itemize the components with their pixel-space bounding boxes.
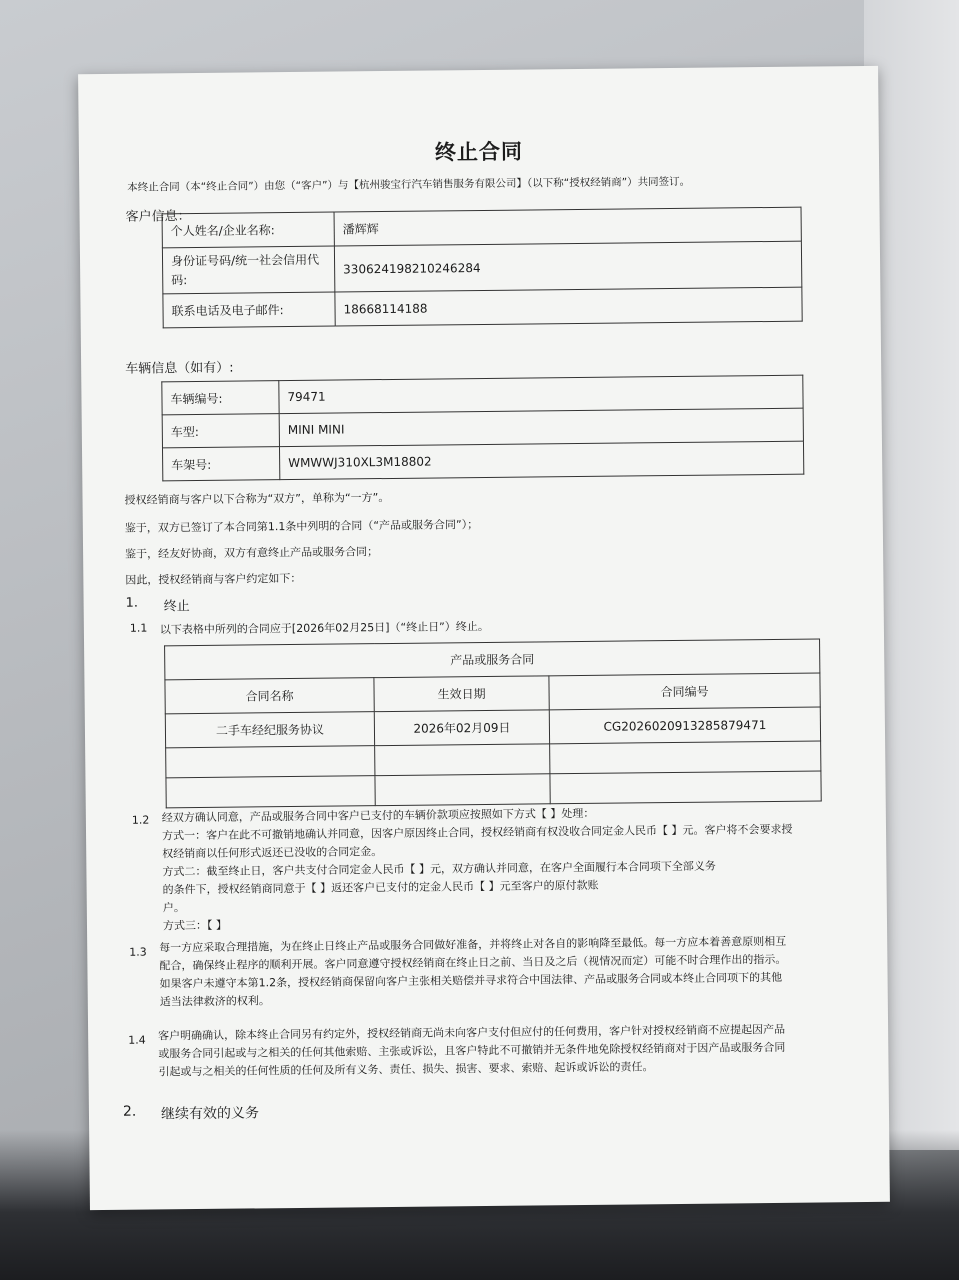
- vehicle-row: [162, 441, 803, 481]
- table-cell: 2026年02月09日: [374, 710, 549, 746]
- clause-1-1-text: 以下表格中所列的合同应于[2026年02月25日]（“终止日”）终止。: [159, 619, 489, 637]
- vehicle-section-title: 车辆信息（如有）:: [125, 360, 234, 377]
- customer-value: 330624198210246284: [334, 241, 801, 292]
- whereas-paragraph-2: 鉴于，经友好协商，双方有意终止产品或服务合同；: [125, 545, 379, 561]
- customer-value: 潘辉辉: [334, 207, 801, 246]
- clause-line: 客户明确确认，除本终止合同另有约定外，授权经销商无尚未向客户支付但应付的任何费用，客户针对授权经销商不应提起因产品: [158, 1022, 786, 1043]
- clause-line: 方式一：客户在此不可撤销地确认并同意，因客户原因终止合同，授权经销商有权没收合同定金人民币【 】元。客户将不会要求授: [161, 822, 793, 843]
- clause-line: 的条件下，授权经销商同意于【 】返还客户已支付的定金人民币【 】元至客户的原付款账: [162, 878, 599, 897]
- clause-line: 经双方确认同意，产品或服务合同中客户已支付的车辆价款项应按照如下方式【 】处理：: [161, 806, 595, 825]
- section-2-title: 继续有效的义务: [160, 1105, 260, 1123]
- vehicle-value: WMWWJ310XL3M18802: [279, 441, 803, 479]
- vehicle-label: 车架号:: [162, 447, 279, 481]
- therefore-paragraph: 因此，授权经销商与客户约定如下：: [125, 571, 302, 587]
- clause-line: 户。: [162, 901, 185, 915]
- clause-line: 引起或与之相关的任何性质的任何及所有义务、责任、损失、损害、要求、索赔、起诉或诉讼的责任。: [158, 1060, 654, 1079]
- clause-1-1-number: 1.1: [129, 621, 148, 635]
- vehicle-value: MINI MINI: [279, 408, 803, 446]
- table-header-cell: 合同编号: [549, 673, 820, 710]
- clause-1-3-number: 1.3: [129, 945, 147, 959]
- vehicle-label: 车型:: [162, 414, 279, 448]
- vehicle-info-table: [161, 375, 804, 482]
- table-cell: CG202602091328587​9471: [549, 707, 820, 744]
- clause-line: 或服务合同引起或与之相关的任何其他索赔、主张或诉讼，且客户特此不可撤销并无条件地免除授权经销商对于因产品或服务合同: [158, 1040, 786, 1061]
- customer-label: 身份证号码/统一社会信用代码:: [162, 246, 334, 294]
- section-2-number: 2.: [122, 1103, 137, 1120]
- clause-1-2-number: 1.2: [131, 813, 150, 827]
- document-title: 终止合同: [434, 139, 524, 165]
- table-cell: 二手车经纪服务协议: [165, 712, 374, 748]
- clause-line: 每一方应采取合理措施，为在终止日终止产品或服务合同做好准备，并将终止对各自的影响降至最低。每一方应本着善意原则相互: [159, 934, 787, 955]
- vehicle-label: 车辆编号:: [162, 381, 279, 415]
- clause-line: 方式二：截至终止日，客户共支付合同定金人民币【 】元，双方确认并同意，在客户全面履行本合同项下全部义务: [162, 859, 716, 879]
- clause-line: 适当法律救济的权利。: [159, 994, 270, 1009]
- table-header-cell: 生效日期: [374, 676, 549, 712]
- table-row-empty: [166, 771, 821, 808]
- customer-label: 个人姓名/企业名称:: [162, 212, 334, 248]
- vehicle-value: 79471: [279, 375, 803, 413]
- clause-line: 方式三：【 】: [162, 918, 228, 933]
- clause-1-3-text: [159, 932, 864, 1011]
- clause-1-2-text: [162, 802, 863, 935]
- customer-row: [163, 287, 802, 328]
- customer-row: [162, 241, 801, 294]
- clause-1-4-text: [158, 1020, 865, 1081]
- customer-section-title: 客户信息：: [125, 209, 191, 225]
- table-header-cell: 合同名称: [165, 678, 374, 714]
- clause-line: 配合，确保终止程序的顺利开展。客户同意遵守授权经销商在终止日之前、当日及之后（视情况而定）可能不时合理作出的指示。: [159, 952, 787, 973]
- customer-info-table: [162, 207, 803, 329]
- contract-paper: [78, 66, 890, 1210]
- contract-table: [164, 638, 822, 808]
- parties-paragraph: 授权经销商与客户以下合称为“双方”，单称为“一方”。: [124, 490, 390, 507]
- clause-line: 如果客户未遵守本第1.2条，授权经销商保留向客户主张相关赔偿并寻求符合中国法律、产品或服务合同或本终止合同项下的其他: [159, 970, 783, 991]
- section-1-number: 1.: [125, 595, 139, 611]
- customer-value: 18668114188: [335, 287, 802, 326]
- intro-paragraph: 本终止合同（本“终止合同”）由您（“客户”）与【杭州骏宝行汽车销售服务有限公司】（以下称“授权经销商”）共同签订。: [127, 175, 691, 194]
- section-1-title: 终止: [163, 599, 190, 615]
- customer-label: 联系电话及电子邮件:: [163, 292, 335, 328]
- clause-line: 权经销商以任何形式返还已没收的合同定金。: [162, 845, 383, 861]
- clause-1-4-number: 1.4: [128, 1033, 146, 1047]
- whereas-paragraph-1: 鉴于，双方已签订了本合同第1.1条中列明的合同（“产品或服务合同”）；: [124, 518, 479, 535]
- table-caption: 产品或服务合同: [165, 639, 820, 680]
